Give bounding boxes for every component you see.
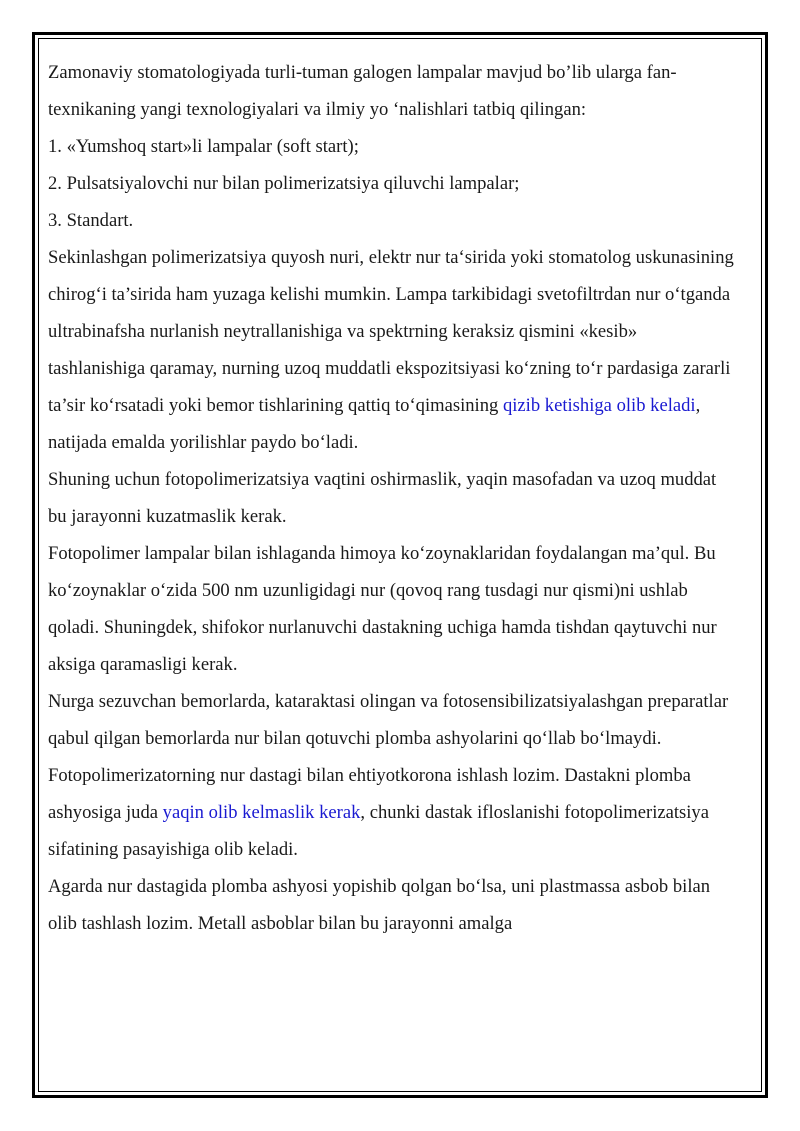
paragraph <box>48 868 738 942</box>
paragraph <box>48 535 738 683</box>
paragraph-text: 3. Standart. <box>48 210 134 231</box>
paragraph-text: Agarda nur dastagida plomba ashyosi yopishib qolgan bo‘lsa, uni plastmassa asbob bilan olib tashlash lozim. Metall asboblar bilan bu jarayonni amalga <box>48 876 711 934</box>
hyperlink[interactable]: qizib ketishiga olib keladi <box>502 395 696 416</box>
paragraph-text: Nurga sezuvchan bemorlarda, kataraktasi olingan va fotosensibilizatsiyalashgan preparatlar qabul qilgan bemorlarda nur bilan qotuvchi plomba ashyolarini qo‘llab bo‘lmaydi. <box>48 691 729 749</box>
paragraph-text: Sekinlashgan polimerizatsiya quyosh nuri, elektr nur ta‘sirida yoki stomatolog uskunasining chirog‘i ta’sirida ham yuzaga kelishi mumkin. Lampa tarkibidagi svetofiltrdan nur o‘tganda ultrabinafsha nurlanish neytrallanishiga va spektrning keraksiz qismini «kesib» tashlanishiga qaramay, nurning uzoq muddatli ekspozitsiyasi ko‘zning to‘r pardasiga zararli ta’sir ko‘rsatadi yoki bemor tishlarining qattiq to‘qimasining <box>48 247 734 416</box>
paragraph-text: Zamonaviy stomatologiyada turli-tuman galogen lampalar mavjud bo’lib ularga fan-texnikaning yangi texnologiyalari va ilmiy yo ‘nalishlari tatbiq qilingan: <box>48 62 677 120</box>
paragraph <box>48 165 738 202</box>
paragraph <box>48 202 738 239</box>
paragraph-text: , chunki dastak ifloslanishi fotopolimerizatsiya sifatining pasayishiga olib keladi. <box>48 802 709 860</box>
paragraph <box>48 54 738 128</box>
paragraph-text: Fotopolimerizatorning nur dastagi bilan ehtiyotkorona ishlash lozim. Dastakni plomba ashyosiga juda <box>48 765 691 823</box>
paragraph <box>48 461 738 535</box>
paragraph-text: 2. Pulsatsiyalovchi nur bilan polimerizatsiya qiluvchi lampalar; <box>48 173 520 194</box>
hyperlink[interactable]: yaqin olib kelmaslik kerak <box>162 802 361 823</box>
paragraph <box>48 683 738 757</box>
paragraph-text: Fotopolimer lampalar bilan ishlaganda himoya ko‘zoynaklaridan foydalangan ma’qul. Bu ko‘zoynaklar o‘zida 500 nm uzunligidagi nur (qovoq rang tusdagi nur qismi)ni ushlab qoladi. Shuningdek, shifokor nurlanuvchi dastakning uchiga hamda tishdan qaytuvchi nur aksiga qaramasligi kerak. <box>48 543 717 675</box>
document-body <box>48 54 738 942</box>
paragraph <box>48 239 738 461</box>
paragraph-text: Shuning uchun fotopolimerizatsiya vaqtini oshirmaslik, yaqin masofadan va uzoq muddat bu jarayonni kuzatmaslik kerak. <box>48 469 717 527</box>
paragraph-text: , natijada emalda yorilishlar paydo bo‘ladi. <box>48 395 701 453</box>
paragraph-text: 1. «Yumshoq start»li lampalar (soft start); <box>48 136 359 157</box>
paragraph <box>48 128 738 165</box>
paragraph <box>48 757 738 868</box>
